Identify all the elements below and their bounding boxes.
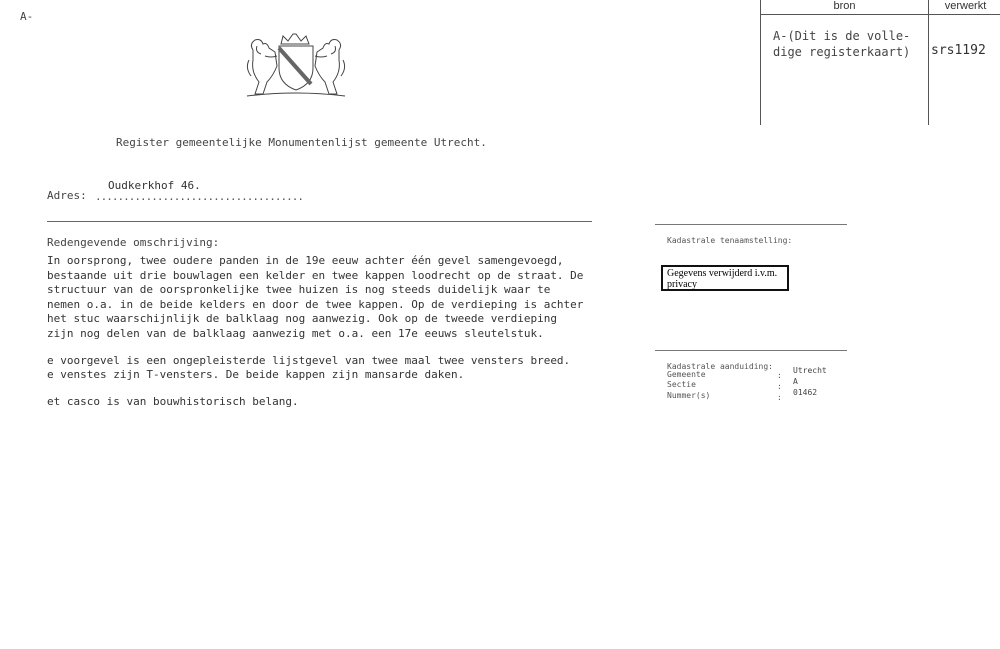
sectie-value: A (793, 377, 798, 386)
text-line: et casco is van bouwhistorisch belang. (47, 394, 299, 408)
divider-line (655, 224, 847, 225)
sectie-label: Sectie (667, 380, 696, 389)
corner-mark: A- (20, 10, 34, 23)
gemeente-label: Gemeente (667, 370, 706, 379)
adres-label: Adres: (47, 189, 87, 202)
text-line: bestaande uit drie bouwlagen een kelder en twee kappen loodrecht op de straat. De (47, 268, 584, 282)
privacy-notice: Gegevens verwijderd i.v.m. privacy (661, 265, 789, 291)
colon: : (777, 393, 782, 402)
table-column-divider (928, 14, 929, 125)
kadastrale-tenaamstelling-label: Kadastrale tenaamstelling: (667, 236, 793, 245)
bron-verwerkt-table (760, 0, 1000, 125)
colon: : (777, 371, 782, 380)
nummers-value: 01462 (793, 388, 818, 397)
bron-line: dige registerkaart) (773, 45, 911, 59)
verwerkt-value: srs1192 (931, 43, 986, 58)
divider-line (655, 350, 847, 351)
bron-value (773, 28, 910, 60)
omschrijving-label: Redengevende omschrijving: (47, 236, 220, 249)
text-line: structuur van de oorspronkelijke twee huizen is nog steeds duidelijk waar te (47, 283, 551, 297)
bron-line: A-(Dit is de volle- (773, 29, 911, 43)
register-title: Register gemeentelijke Monumentenlijst gemeente Utrecht. (116, 136, 487, 149)
nummers-label: Nummer(s) (667, 391, 711, 400)
omschrijving-paragraph (47, 395, 607, 410)
text-line: zijn nog delen van de balklaag aanwezig met o.a. een 17e eeuws sleutelstuk. (47, 326, 544, 340)
divider-line (47, 221, 592, 222)
text-line: het stuc waarschijnlijk de balklaag nog aanwezig. Ook op de tweede verdieping (47, 312, 557, 326)
adres-dotted-line: ..................................... (95, 190, 304, 203)
omschrijving-text (47, 254, 607, 421)
omschrijving-paragraph (47, 354, 607, 383)
text-line: In oorsprong, twee oudere panden in de 19e eeuw achter één gevel samengevoegd, (47, 254, 564, 267)
omschrijving-paragraph (47, 254, 607, 342)
bron-header: bron (761, 0, 928, 15)
text-line: e voorgevel is een ongepleisterde lijstgevel van twee maal twee vensters breed. (47, 353, 571, 367)
text-line: nemen o.a. in de beide kelders en door de twee kappen. Op de verdieping is achter (47, 297, 584, 311)
gemeente-value: Utrecht (793, 366, 827, 375)
adres-value: Oudkerkhof 46. (108, 179, 201, 192)
verwerkt-header: verwerkt (928, 0, 1000, 15)
text-line: e venstes zijn T-vensters. De beide kappen zijn mansarde daken. (47, 368, 465, 382)
kadastrale-aanduiding-label: Kadastrale aanduiding: (667, 362, 773, 371)
colon: : (777, 382, 782, 391)
utrecht-coat-of-arms-logo (243, 32, 349, 100)
